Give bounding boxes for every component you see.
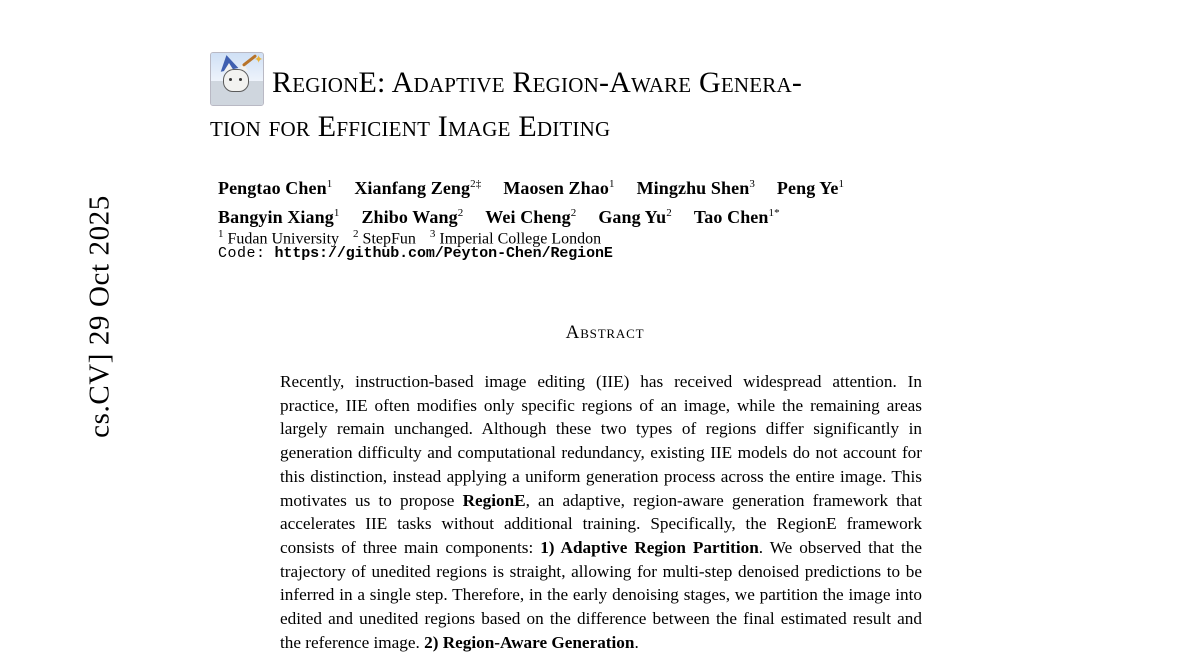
- author-name: Zhibo Wang: [361, 207, 458, 227]
- author-name: Pengtao Chen: [218, 178, 327, 198]
- author-name: Tao Chen: [693, 207, 769, 227]
- author-affil-marker: 2: [457, 207, 464, 219]
- author-name: Wei Cheng: [485, 207, 571, 227]
- abstract-bold-component-1: 1) Adaptive Region Partition: [540, 537, 759, 557]
- code-url-link[interactable]: https://github.com/Peyton-Chen/RegionE: [274, 245, 613, 262]
- affiliation-marker: 1: [218, 228, 224, 240]
- author-affil-marker: 2: [570, 207, 577, 219]
- code-label: Code:: [218, 245, 266, 262]
- author-affil-marker: 1: [838, 178, 845, 190]
- abstract-text: [280, 370, 922, 654]
- author-affil-marker: 3: [749, 178, 755, 190]
- author-affil-marker: 1: [326, 178, 333, 190]
- affiliation-name: Imperial College London: [439, 230, 602, 248]
- author-name: Bangyin Xiang: [218, 207, 334, 227]
- author-affil-marker: 1*: [768, 207, 780, 219]
- author-affil-marker: 1: [333, 207, 340, 219]
- abstract-bold-component-2: 2) Region-Aware Generation: [424, 632, 635, 652]
- title-line-1-row: [210, 52, 1000, 106]
- author-affil-marker: 2‡: [470, 178, 482, 190]
- author-name: Maosen Zhao: [503, 178, 609, 198]
- arxiv-stamp-text: cs.CV] 29 Oct 2025: [83, 195, 116, 438]
- author-affil-marker: 1: [608, 178, 615, 190]
- abstract-part-1: Recently, instruction-based image editing (IIE) has received widespread attention. In practice, IIE often modifies only specific regions of an image, while the remaining areas largely remain unchanged. Although these two types of regions differ significantly in generation difficulty and computational redundancy, existing IIE models do not account for this distinction, instead applying a uniform generation process across the entire image. This motivates us to propose: [280, 372, 922, 510]
- author-name: Gang Yu: [598, 207, 667, 227]
- author-name: Xianfang Zeng: [354, 178, 471, 198]
- affiliation-marker: 2: [353, 228, 359, 240]
- affiliation-name: StepFun: [362, 230, 416, 248]
- paper-page: [210, 0, 1010, 652]
- affiliation-marker: 3: [429, 228, 436, 240]
- abstract-part-3: . We observed that the trajectory of unedited regions is straight, allowing for multi-step denoised predictions to be inferred in a single step. Therefore, in the early denoising stages, we partition the image into edited and unedited regions based on the difference between the final estimated result and the reference image.: [280, 537, 922, 652]
- abstract-part-4: .: [634, 632, 639, 652]
- abstract-part-2: , an adaptive, region-aware generation framework that accelerates IIE tasks without additional training. Specifically, the RegionE framework consists of three main components:: [280, 490, 922, 557]
- author-affil-marker: 2: [666, 207, 672, 219]
- arxiv-stamp: [0, 0, 116, 648]
- abstract-heading: Abstract: [565, 322, 645, 343]
- author-name: Mingzhu Shen: [636, 178, 750, 198]
- code-link-row: [218, 244, 613, 264]
- author-list: [218, 172, 998, 230]
- paper-title: [210, 52, 1000, 147]
- wizard-cat-logo-icon: ✦: [210, 52, 264, 106]
- author-row-1: [218, 172, 998, 201]
- title-line-1: RegionE: Adaptive Region-Aware Genera-: [272, 66, 803, 99]
- abstract-bold-regione: RegionE: [462, 490, 526, 510]
- title-line-2: tion for Efficient Image Editing: [210, 110, 611, 143]
- author-name: Peng Ye: [776, 178, 839, 198]
- affiliation-name: Fudan University: [227, 230, 340, 248]
